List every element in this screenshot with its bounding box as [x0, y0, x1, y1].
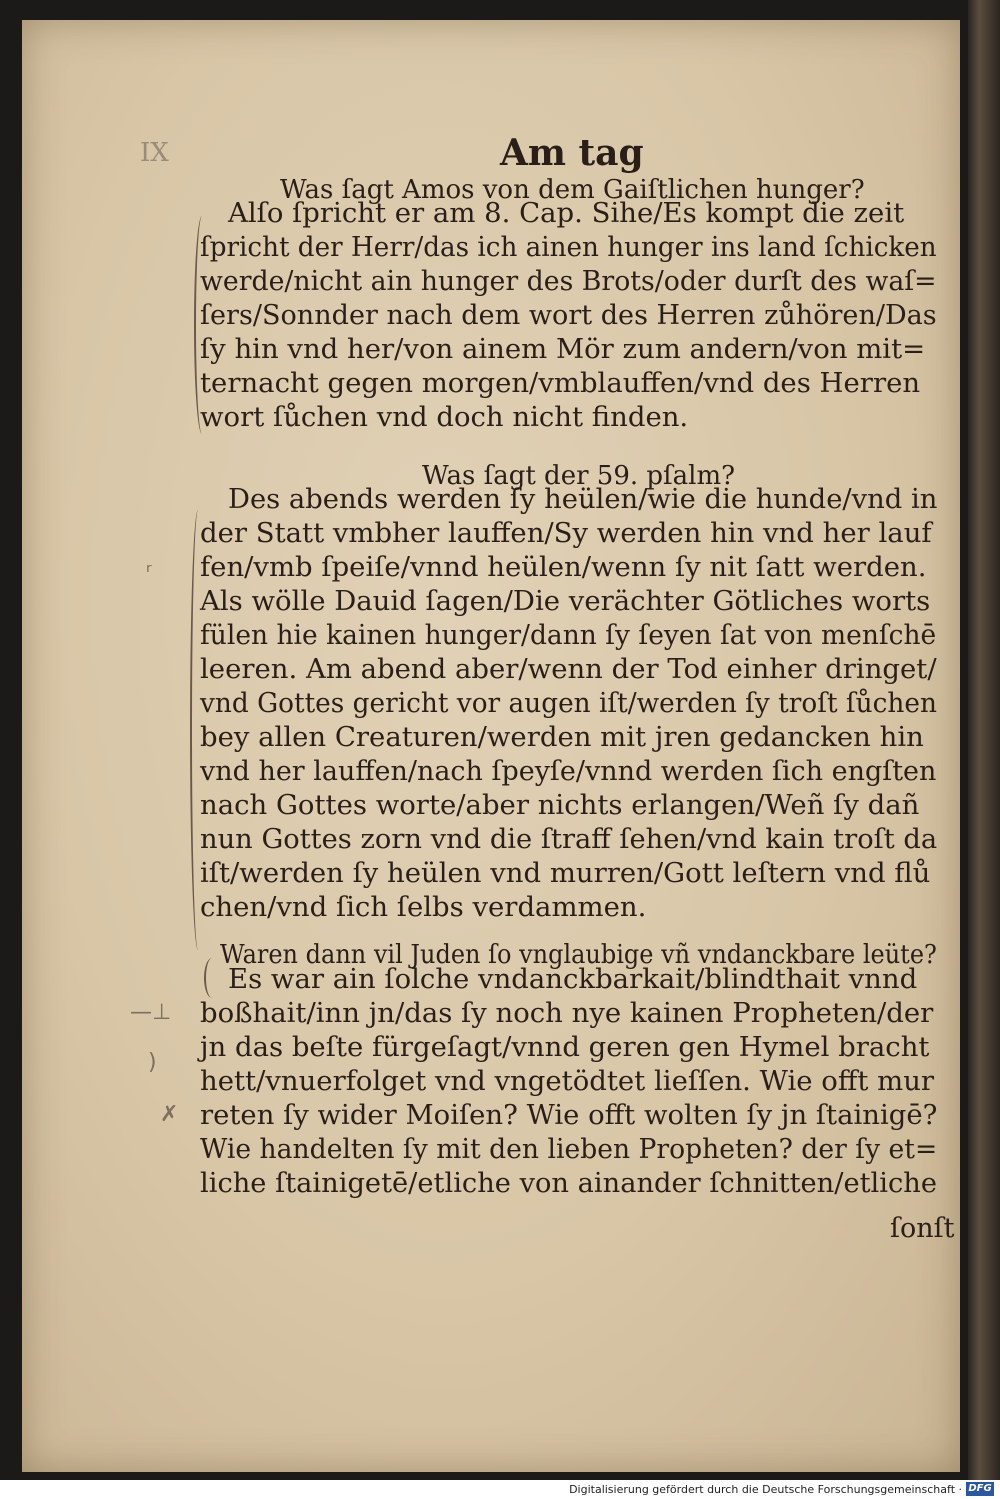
text-line: nach Gottes worte/aber nichts erlangen/Weñ ſy dañ — [200, 789, 920, 821]
text-line: Als wölle Dauid ſagen/Die verächter Götliches worts — [200, 585, 931, 617]
catchword: ſonſt — [890, 1213, 955, 1244]
text-line: liche ſtainigetē/etliche von ainander ſchnitten/etliche — [200, 1167, 937, 1199]
text-line: ſers/Sonnder nach dem wort des Herren zůhören/Das — [200, 299, 937, 331]
text-line: Alſo ſpricht er am 8. Cap. Sihe/Es kompt die zeit — [228, 197, 905, 229]
question-heading-3: Waren dann vil Juden ſo vnglaubige vñ vndanckbare leüte? — [220, 940, 937, 970]
footer-bar — [0, 1480, 1000, 1499]
text-line: fülen hie kainen hunger/dann ſy ſeyen ſat von menſchē — [200, 619, 937, 651]
question-heading-1: Was ſagt Amos von dem Gaiſtlichen hunger? — [280, 175, 865, 205]
text-line: boßhait/inn jn/das ſy noch nye kainen Propheten/der — [200, 997, 934, 1029]
dfg-logo: DFG — [966, 1482, 994, 1496]
text-line: Wie handelten ſy mit den lieben Propheten? der ſy et= — [200, 1133, 938, 1165]
text-line: nun Gottes zorn vnd die ſtraff ſehen/vnd kain troſt da — [200, 823, 938, 855]
running-head: Am tag — [500, 132, 644, 174]
text-line: werde/nicht ain hunger des Brots/oder durſt des waſ= — [200, 265, 937, 297]
folio-number: IX — [140, 138, 169, 168]
text-line: reten ſy wider Moiſen? Wie offt wolten ſy jn ſtainigē? — [200, 1099, 938, 1131]
text-line: wort ſůchen vnd doch nicht finden. — [200, 401, 689, 433]
text-line: Es war ain ſolche vndanckbarkait/blindthait vnnd — [228, 963, 918, 995]
question-heading-2: Was ſagt der 59. pſalm? — [422, 461, 736, 491]
margin-bracket-3 — [204, 958, 220, 998]
text-line: vnd her lauffen/nach ſpeyſe/vnnd werden ſich engſten — [200, 755, 937, 787]
text-line: iſt/werden ſy heülen vnd murren/Gott leſtern vnd flů — [200, 857, 931, 889]
funding-credit: Digitalisierung gefördert durch die Deutsche Forschungsgemeinschaft · — [569, 1483, 962, 1496]
pencil-x-mark: ✗ — [160, 1102, 179, 1127]
pencil-bracket-mark: ) — [148, 1050, 157, 1075]
text-line: leeren. Am abend aber/wenn der Tod einher dringet/ — [200, 653, 937, 685]
text-line: fen/vmb ſpeiſe/vnnd heülen/wenn ſy nit ſatt werden. — [200, 551, 927, 583]
text-line: ſpricht der Herr/das ich ainen hunger ins land ſchicken — [200, 231, 937, 263]
pencil-cross-mark: —⊥ — [130, 1000, 172, 1025]
text-line: vnd Gottes gericht vor augen iſt/werden ſy troſt ſůchen — [200, 687, 937, 719]
text-line: hett/vnuerfolget vnd vngetödtet lieſſen. Wie offt mur — [200, 1065, 935, 1097]
text-line: bey allen Creaturen/werden mit jren gedancken hin — [200, 721, 924, 753]
book-edge — [968, 0, 1000, 1480]
text-line: jn das beſte fürgeſagt/vnnd geren gen Hymel bracht — [200, 1031, 930, 1063]
text-line: chen/vnd ſich ſelbs verdammen. — [200, 891, 647, 923]
text-line: Des abends werden ſy heülen/wie die hunde/vnd in — [228, 483, 938, 515]
text-line: ternacht gegen morgen/vmblauffen/vnd des Herren — [200, 367, 921, 399]
pencil-mark: ʳ — [146, 560, 152, 585]
text-line: ſy hin vnd her/von ainem Mör zum andern/von mit= — [200, 333, 926, 365]
scanned-page — [22, 20, 960, 1472]
text-line: der Statt vmbher lauffen/Sy werden hin vnd her lauf — [200, 517, 932, 549]
